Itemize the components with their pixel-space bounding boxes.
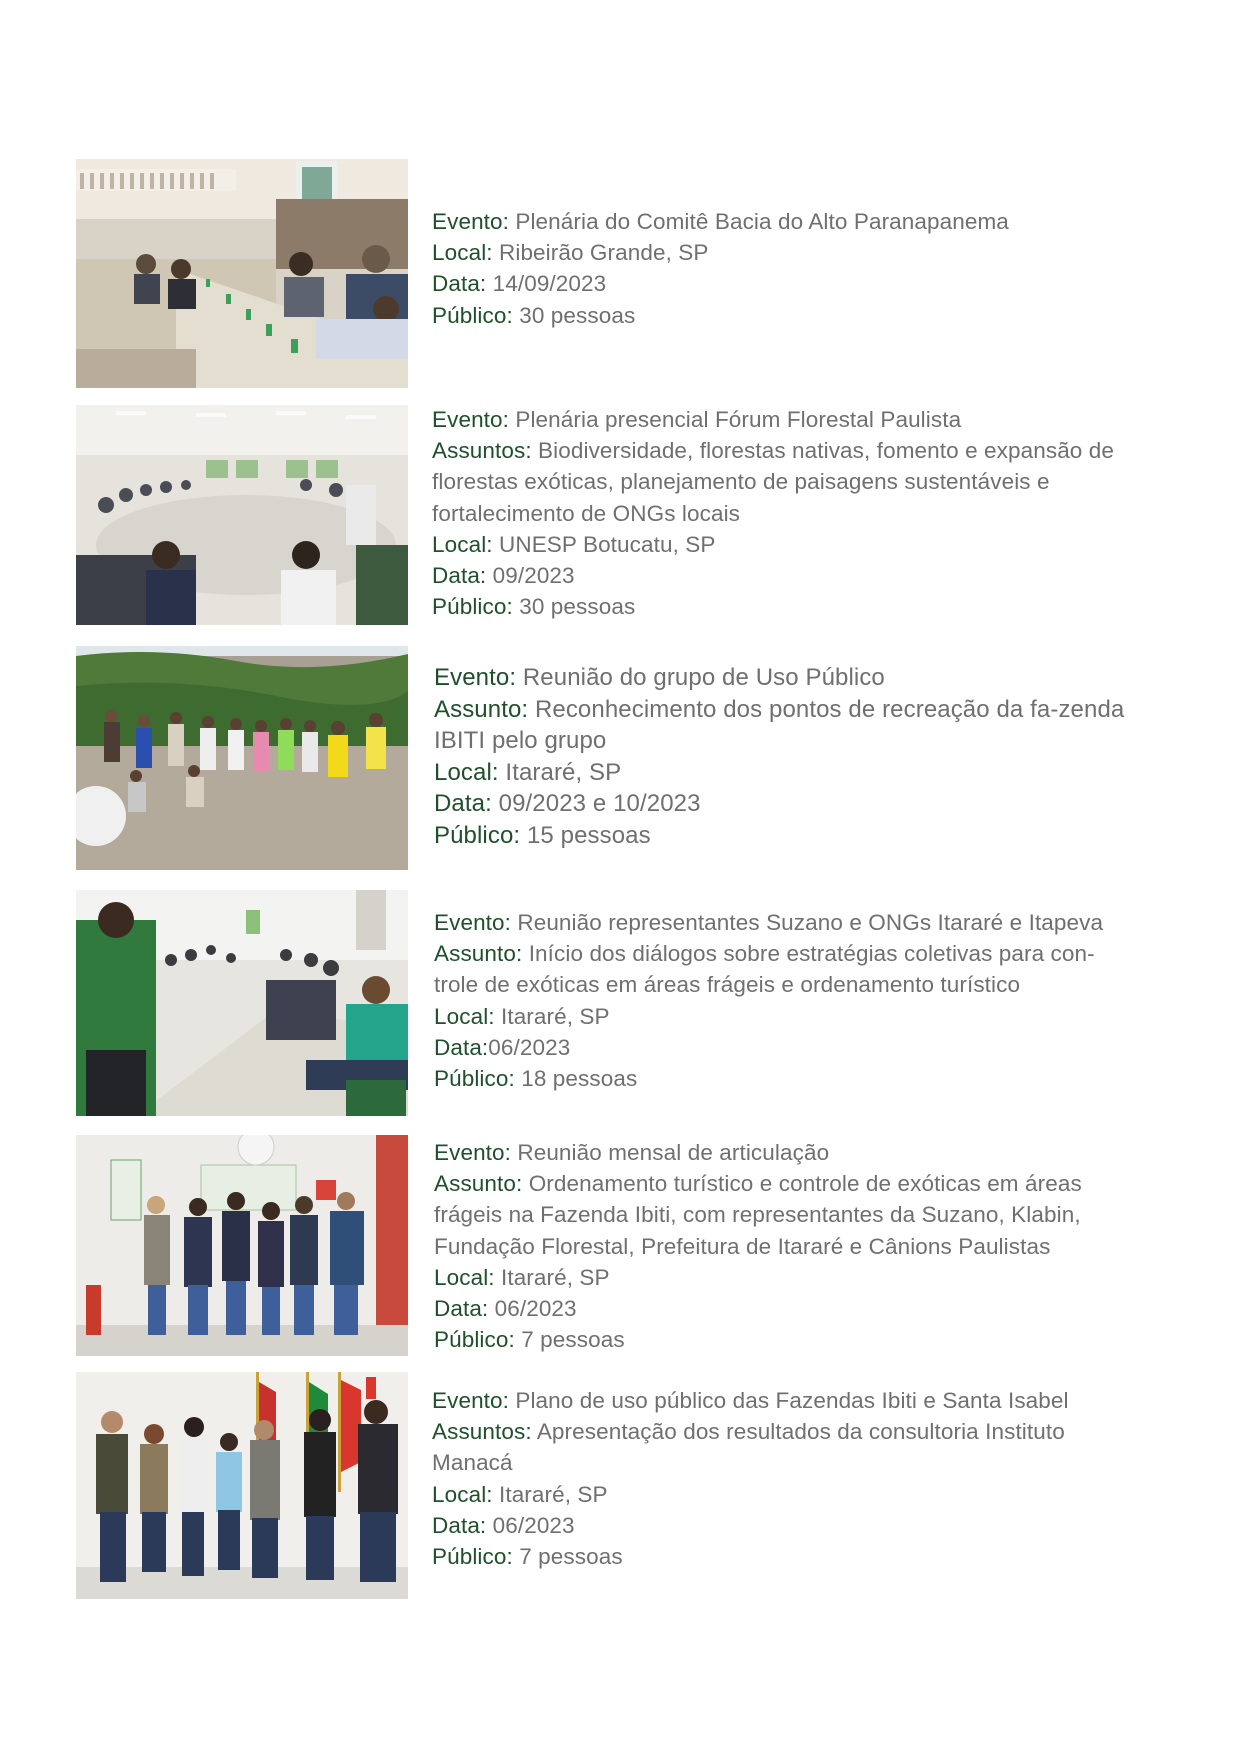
field-evento: Evento: Reunião do grupo de Uso Público — [434, 664, 885, 691]
field-publico: Público: 7 pessoas — [432, 1544, 623, 1570]
field-publico: Público: 7 pessoas — [434, 1327, 625, 1353]
field-assuntos: Assuntos: Biodiversidade, florestas nativas, fomento e expansão de florestas exóticas, planejamento de paisagens sustentáveis e fortalecimento de ONGs locais — [432, 438, 1114, 526]
field-data: Data: 14/09/2023 — [432, 271, 607, 297]
outdoor-group-photo — [76, 646, 408, 870]
field-local: Local: Itararé, SP — [434, 758, 622, 786]
field-assunto: Assunto: Início dos diálogos sobre estratégias coletivas para con-trole de exóticas em áreas frágeis e ordenamento turístico — [434, 941, 1095, 998]
event-details — [432, 206, 1132, 331]
flags-group-photo — [76, 1372, 408, 1599]
classroom-presentation-photo — [76, 890, 408, 1116]
field-assunto: Assunto: Reconhecimento dos pontos de recreação da fa-zenda IBITI pelo grupo — [434, 695, 1125, 755]
field-evento: Evento: Plenária presencial Fórum Florestal Paulista — [432, 407, 962, 432]
event-details — [434, 662, 1134, 852]
circle-meeting-photo — [76, 405, 408, 625]
field-local: Local: Itararé, SP — [434, 1264, 610, 1290]
field-evento: Evento: Plenária do Comitê Bacia do Alto Paranapanema — [432, 209, 1009, 234]
field-data: Data: 06/2023 — [434, 1296, 577, 1322]
field-evento: Evento: Reunião mensal de articulação — [434, 1140, 830, 1165]
field-evento: Evento: Plano de uso público das Fazendas Ibiti e Santa Isabel — [432, 1388, 1069, 1413]
field-data: Data: 06/2023 — [432, 1512, 575, 1538]
field-publico: Público: 30 pessoas — [432, 302, 636, 328]
field-local: Local: Ribeirão Grande, SP — [432, 240, 709, 266]
field-data: Data: 09/2023 — [432, 563, 575, 589]
field-publico: Público: 18 pessoas — [434, 1066, 638, 1092]
field-data: Data:06/2023 — [434, 1034, 571, 1060]
event-details — [432, 1385, 1132, 1572]
event-details — [434, 1137, 1134, 1355]
indoor-group-photo — [76, 1135, 408, 1356]
field-assuntos: Assuntos: Apresentação dos resultados da consultoria Instituto Manacá — [432, 1419, 1065, 1476]
event-details — [434, 907, 1134, 1094]
field-publico: Público: 15 pessoas — [434, 821, 651, 849]
field-local: Local: Itararé, SP — [434, 1003, 610, 1029]
field-local: Local: UNESP Botucatu, SP — [432, 531, 716, 557]
field-local: Local: Itararé, SP — [432, 1481, 608, 1507]
field-evento: Evento: Reunião representantes Suzano e ONGs Itararé e Itapeva — [434, 910, 1104, 935]
field-publico: Público: 30 pessoas — [432, 594, 636, 620]
event-details — [432, 404, 1132, 622]
field-assunto: Assunto: Ordenamento turístico e controle de exóticas em áreas frágeis na Fazenda Ibiti, com representantes da Suzano, Klabin, Fundação Florestal, Prefeitura de Itararé e Cânions Paulistas — [434, 1171, 1082, 1259]
meeting-hall-photo — [76, 159, 408, 388]
field-data: Data: 09/2023 e 10/2023 — [434, 790, 701, 818]
